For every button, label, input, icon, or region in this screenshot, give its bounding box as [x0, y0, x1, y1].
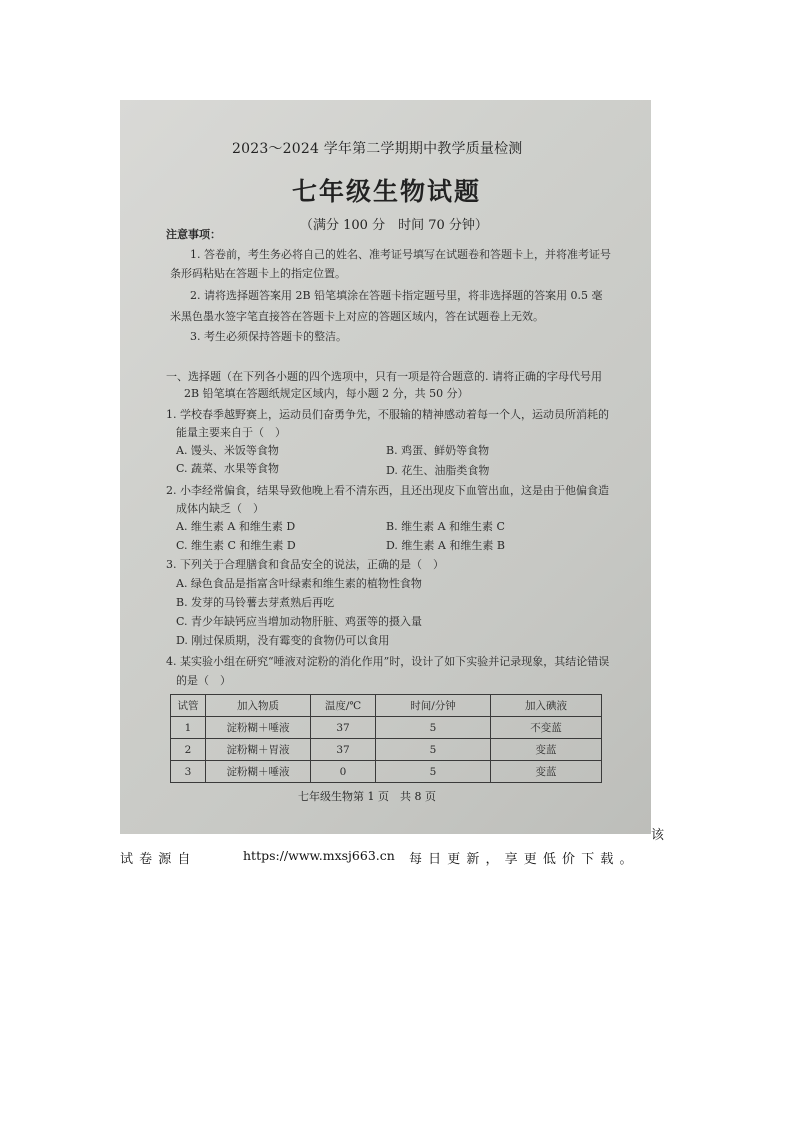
source-suffix: 每 日 更 新 ， 享 更 低 价 下 载 。	[409, 852, 634, 867]
table-cell: 变蓝	[491, 761, 602, 783]
table-header-cell: 温度/℃	[311, 695, 376, 717]
table-header-row	[171, 695, 602, 717]
table-cell: 淀粉糊＋唾液	[206, 761, 311, 783]
table-cell: 5	[376, 717, 491, 739]
table-cell: 1	[171, 717, 206, 739]
table-cell: 5	[376, 739, 491, 761]
table-cell: 淀粉糊＋唾液	[206, 717, 311, 739]
table-header-cell: 试管	[171, 695, 206, 717]
notice-2-line-2: 米黑色墨水签字笔直接答在答题卡上对应的答题区域内，答在试题卷上无效。	[170, 310, 544, 323]
notice-1-line-2: 条形码粘贴在答题卡上的指定位置。	[170, 267, 346, 280]
table-cell: 3	[171, 761, 206, 783]
question-3-option-c: C. 青少年缺钙应当增加动物肝脏、鸡蛋等的摄入量	[176, 615, 423, 628]
exam-title: 七年级生物试题	[292, 177, 482, 206]
table-cell: 2	[171, 739, 206, 761]
question-4-line-2: 的是（ ）	[176, 674, 231, 687]
question-2-line-2: 成体内缺乏（ ）	[176, 502, 264, 515]
table-row	[171, 717, 602, 739]
table-cell: 5	[376, 761, 491, 783]
table-cell: 0	[311, 761, 376, 783]
question-3-option-d: D. 刚过保质期，没有霉变的食物仍可以食用	[176, 634, 390, 647]
page-footer: 七年级生物第 1 页 共 8 页	[298, 790, 436, 803]
question-1-line-1: 1. 学校春季越野赛上，运动员们奋勇争先，不服输的精神感动着每一个人，运动员所消耗的	[166, 408, 609, 421]
question-3-option-a: A. 绿色食品是指富含叶绿素和维生素的植物性食物	[176, 577, 422, 590]
question-2-line-1: 2. 小李经常偏食，结果导致他晚上看不清东西，且还出现皮下血管出血，这是由于他偏食造	[166, 484, 609, 497]
question-1-option-b: B. 鸡蛋、鲜奶等食物	[386, 444, 490, 457]
question-1-option-d: D. 花生、油脂类食物	[386, 464, 490, 477]
question-2-option-b: B. 维生素 A 和维生素 C	[386, 520, 505, 533]
question-2-option-a: A. 维生素 A 和维生素 D	[176, 520, 296, 533]
table-cell: 变蓝	[491, 739, 602, 761]
question-3-option-b: B. 发芽的马铃薯去芽煮熟后再吃	[176, 596, 335, 609]
table-header-cell: 加入物质	[206, 695, 311, 717]
question-1-option-a: A. 馒头、米饭等食物	[176, 444, 279, 457]
table-header-cell: 时间/分钟	[376, 695, 491, 717]
section-1-instructions-line-2: 2B 铅笔填在答题纸规定区域内，每小题 2 分，共 50 分）	[184, 387, 469, 400]
table-row	[171, 761, 602, 783]
section-1-instructions-line-1: 一、选择题（在下列各小题的四个选项中，只有一项是符合题意的. 请将正确的字母代号用	[166, 370, 602, 383]
table-cell: 37	[311, 717, 376, 739]
table-header-cell: 加入碘液	[491, 695, 602, 717]
question-2-option-d: D. 维生素 A 和维生素 B	[386, 539, 505, 552]
source-url-link[interactable]: https://www.mxsj663.cn	[243, 848, 395, 863]
notice-1-line-1: 1. 答卷前，考生务必将自己的姓名、准考证号填写在试题卷和答题卡上，并将准考证号	[190, 248, 611, 261]
exam-header: 2023～2024 学年第二学期期中教学质量检测	[232, 141, 523, 157]
exam-subtitle: （满分 100 分 时间 70 分钟）	[300, 218, 488, 233]
question-2-option-c: C. 维生素 C 和维生素 D	[176, 539, 296, 552]
question-1-line-2: 能量主要来自于（ ）	[176, 426, 286, 439]
experiment-table	[170, 694, 602, 783]
table-cell: 淀粉糊＋胃液	[206, 739, 311, 761]
table-cell: 不变蓝	[491, 717, 602, 739]
table-row	[171, 739, 602, 761]
notice-3: 3. 考生必须保持答题卡的整洁。	[190, 330, 347, 343]
source-prefix: 试 卷 源 自	[120, 852, 192, 867]
notice-heading: 注意事项：	[166, 228, 221, 241]
table-cell: 37	[311, 739, 376, 761]
notice-2-line-1: 2. 请将选择题答案用 2B 铅笔填涂在答题卡指定题号里，将非选择题的答案用 0.5 毫	[190, 289, 603, 302]
caption-char: 该	[651, 828, 665, 843]
exam-page-photo	[120, 100, 651, 834]
question-3: 3. 下列关于合理膳食和食品安全的说法，正确的是（ ）	[166, 558, 444, 571]
question-1-option-c: C. 蔬菜、水果等食物	[176, 462, 280, 475]
question-4-line-1: 4. 某实验小组在研究“唾液对淀粉的消化作用”时，设计了如下实验并记录现象，其结论错误	[166, 655, 610, 668]
